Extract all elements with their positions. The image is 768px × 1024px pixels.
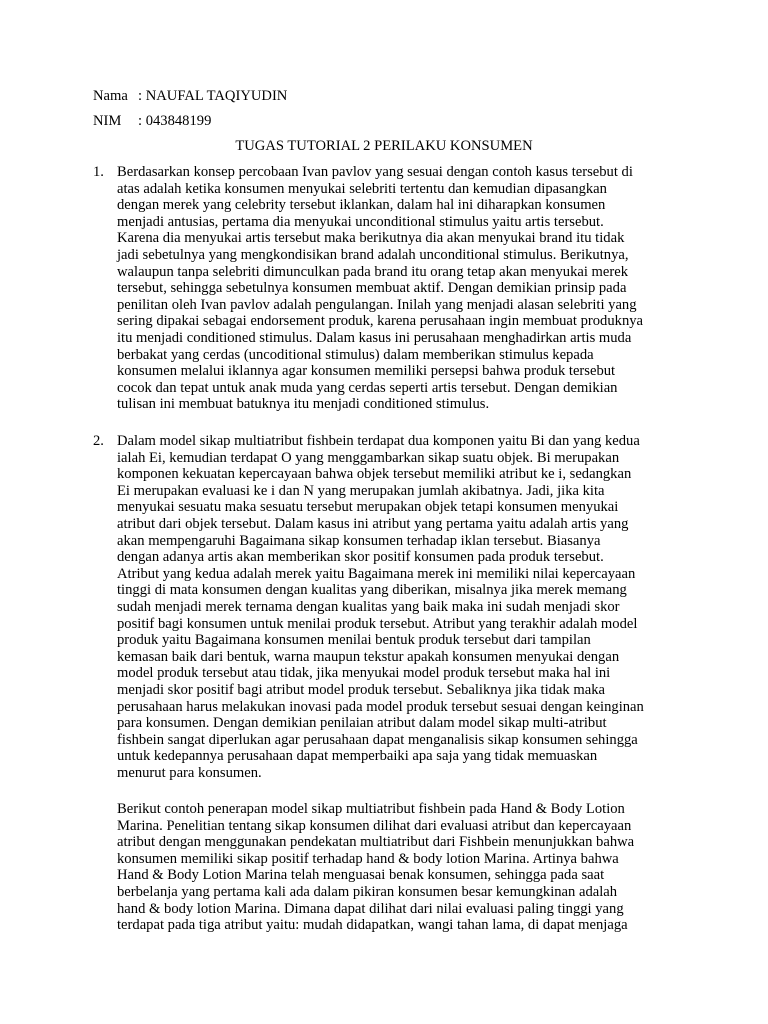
text-line: dengan merek yang celebrity tersebut iklankan, dalam hal ini diharapkan konsumen: [117, 197, 606, 214]
text-line: para konsumen. Dengan demikian penilaian atribut dalam model sikap multi-atribut: [117, 715, 607, 732]
text-line: tersebut, sehingga sebetulnya konsumen membuat aktif. Dengan demikian prinsip pada: [117, 280, 627, 297]
text-line: positif bagi konsumen untuk menilai produk tersebut. Atribut yang terakhir adalah model: [117, 615, 638, 632]
text-line: terdapat pada tiga atribut yaitu: mudah didapatkan, wangi tahan lama, di dapat menjaga: [117, 917, 628, 934]
text-line: Hand & Body Lotion Marina telah menguasai benak konsumen, sehingga pada saat: [117, 867, 605, 884]
text-line: fishbein sangat diperlukan agar perusahaan dapat menganalisis sikap konsumen sehingga: [117, 731, 638, 748]
text-line: sudah menjadi merek ternama dengan kualitas yang baik maka ini sudah menjadi skor: [117, 598, 620, 615]
text-line: komponen kekuatan kepercayaan bahwa objek tersebut memiliki atribut ke i, sedangkan: [117, 466, 632, 483]
text-line: berbakat yang cerdas (uncoditional stimulus) dalam memberikan stimulus kepada: [117, 346, 594, 363]
text-line: atribut dengan menggunakan pendekatan multiatribut dari Fishbein menunjukkan bahwa: [117, 834, 635, 851]
text-line: konsumen memiliki sikap positif terhadap hand & body lotion Marina. Artinya bahwa: [117, 850, 619, 867]
text-line: berbelanja yang pertama kali ada dalam pikiran konsumen besar kemungkinan adalah: [117, 883, 618, 900]
text-line: tulisan ini membuat batuknya itu menjadi conditioned stimulus.: [117, 396, 490, 413]
answer-paragraph-2: [117, 433, 649, 781]
text-line: untuk kedepannya perusahaan dapat memperbaiki apa saja yang tidak memuaskan: [117, 748, 598, 765]
text-line: konsumen melalui iklannya agar konsumen memiliki persepsi bahwa produk tersebut: [117, 363, 616, 380]
text-line: cocok dan tepat untuk anak muda yang cerdas seperti artis tersebut. Dengan demikian: [117, 379, 618, 396]
text-line: dengan adanya artis akan memberikan skor positif konsumen pada produk tersebut.: [117, 549, 604, 566]
text-line: jadi sebetulnya yang mengkondisikan brand adalah unconditional stimulus. Berikutnya,: [117, 246, 629, 263]
text-line: model produk tersebut atau tidak, jika menyukai model produk tersebut maka hal ini: [117, 665, 611, 682]
answer-paragraph-1: [117, 164, 649, 413]
text-line: hand & body lotion Marina. Dimana dapat dilihat dari nilai evaluasi paling tinggi yang: [117, 900, 624, 917]
student-nim-row: [93, 113, 211, 130]
text-line: Ei merupakan evaluasi ke i dan N yang merupakan jumlah akibatnya. Jadi, jika kita: [117, 482, 605, 499]
student-name-row: [93, 88, 287, 105]
text-line: Berikut contoh penerapan model sikap multiatribut fishbein pada Hand & Body Lotion: [117, 801, 625, 817]
text-line: ialah Ei, kemudian terdapat O yang menggambarkan sikap suatu objek. Bi merupakan: [117, 449, 620, 466]
text-line: menyukai sesuatu maka sesuatu tersebut merupakan objek tetapi konsumen menyukai: [117, 499, 619, 516]
text-line: perusahaan harus melakukan inovasi pada model produk tersebut sesuai dengan keinginan: [117, 698, 644, 715]
text-line: akan mempengaruhi Bagaimana sikap konsumen terhadap iklan tersebut. Biasanya: [117, 532, 601, 549]
text-line: walaupun tanpa selebriti dimunculkan pada brand itu orang tetap akan menyukai merek: [117, 263, 629, 280]
text-line: sering dipakai sebagai endorsement produk, karena perusahaan ingin membuat produknya: [117, 313, 644, 330]
item-number-1: 1.: [93, 164, 104, 180]
text-line: Berdasarkan konsep percobaan Ivan pavlov yang sesuai dengan contoh kasus tersebut di: [117, 164, 633, 180]
text-line: Marina. Penelitian tentang sikap konsumen dilihat dari evaluasi atribut dan kepercayaan: [117, 817, 632, 834]
text-line: tinggi di mata konsumen dengan kualitas yang diberikan, misalnya jika merek memang: [117, 582, 627, 599]
text-line: menjadi antusias, pertama dia menyukai unconditional stimulus yaitu artis tersebut.: [117, 213, 604, 230]
student-name: : NAUFAL TAQIYUDIN: [138, 88, 288, 104]
text-line: Dalam model sikap multiatribut fishbein terdapat dua komponen yaitu Bi dan yang kedua: [117, 433, 640, 449]
nim-label: NIM: [93, 113, 122, 129]
text-line: itu menjadi conditioned stimulus. Dalam kasus ini perusahaan menghadirkan artis muda: [117, 329, 632, 346]
text-line: menjadi skor positif bagi atribut model produk tersebut. Sebaliknya jika tidak maka: [117, 681, 605, 698]
text-line: kemasan baik dari bentuk, warna maupun tekstur apakah konsumen menyukai dengan: [117, 648, 620, 665]
student-nim: : 043848199: [138, 113, 212, 129]
item-number-2: 2.: [93, 433, 104, 449]
text-line: atribut dari objek tersebut. Dalam kasus ini atribut yang pertama yaitu adalah artis yang: [117, 515, 629, 532]
document-title: TUGAS TUTORIAL 2 PERILAKU KONSUMEN: [235, 138, 533, 154]
text-line: menurut para konsumen.: [117, 764, 262, 781]
text-line: Karena dia menyukai artis tersebut maka berikutnya dia akan menyukai brand itu tidak: [117, 230, 625, 247]
text-line: produk yaitu Bagaimana konsumen menilai bentuk produk tersebut dari tampilan: [117, 632, 591, 649]
answer-paragraph-2-example: [117, 801, 649, 934]
text-line: Atribut yang kedua adalah merek yaitu Bagaimana merek ini memiliki nilai kepercayaan: [117, 565, 636, 582]
text-line: penilitan oleh Ivan pavlov adalah pengulangan. Inilah yang menjadi alasan selebriti yang: [117, 296, 637, 313]
name-label: Nama: [93, 88, 128, 104]
text-line: atas adalah ketika konsumen menyukai selebriti tertentu dan kemudian dipasangkan: [117, 180, 607, 197]
